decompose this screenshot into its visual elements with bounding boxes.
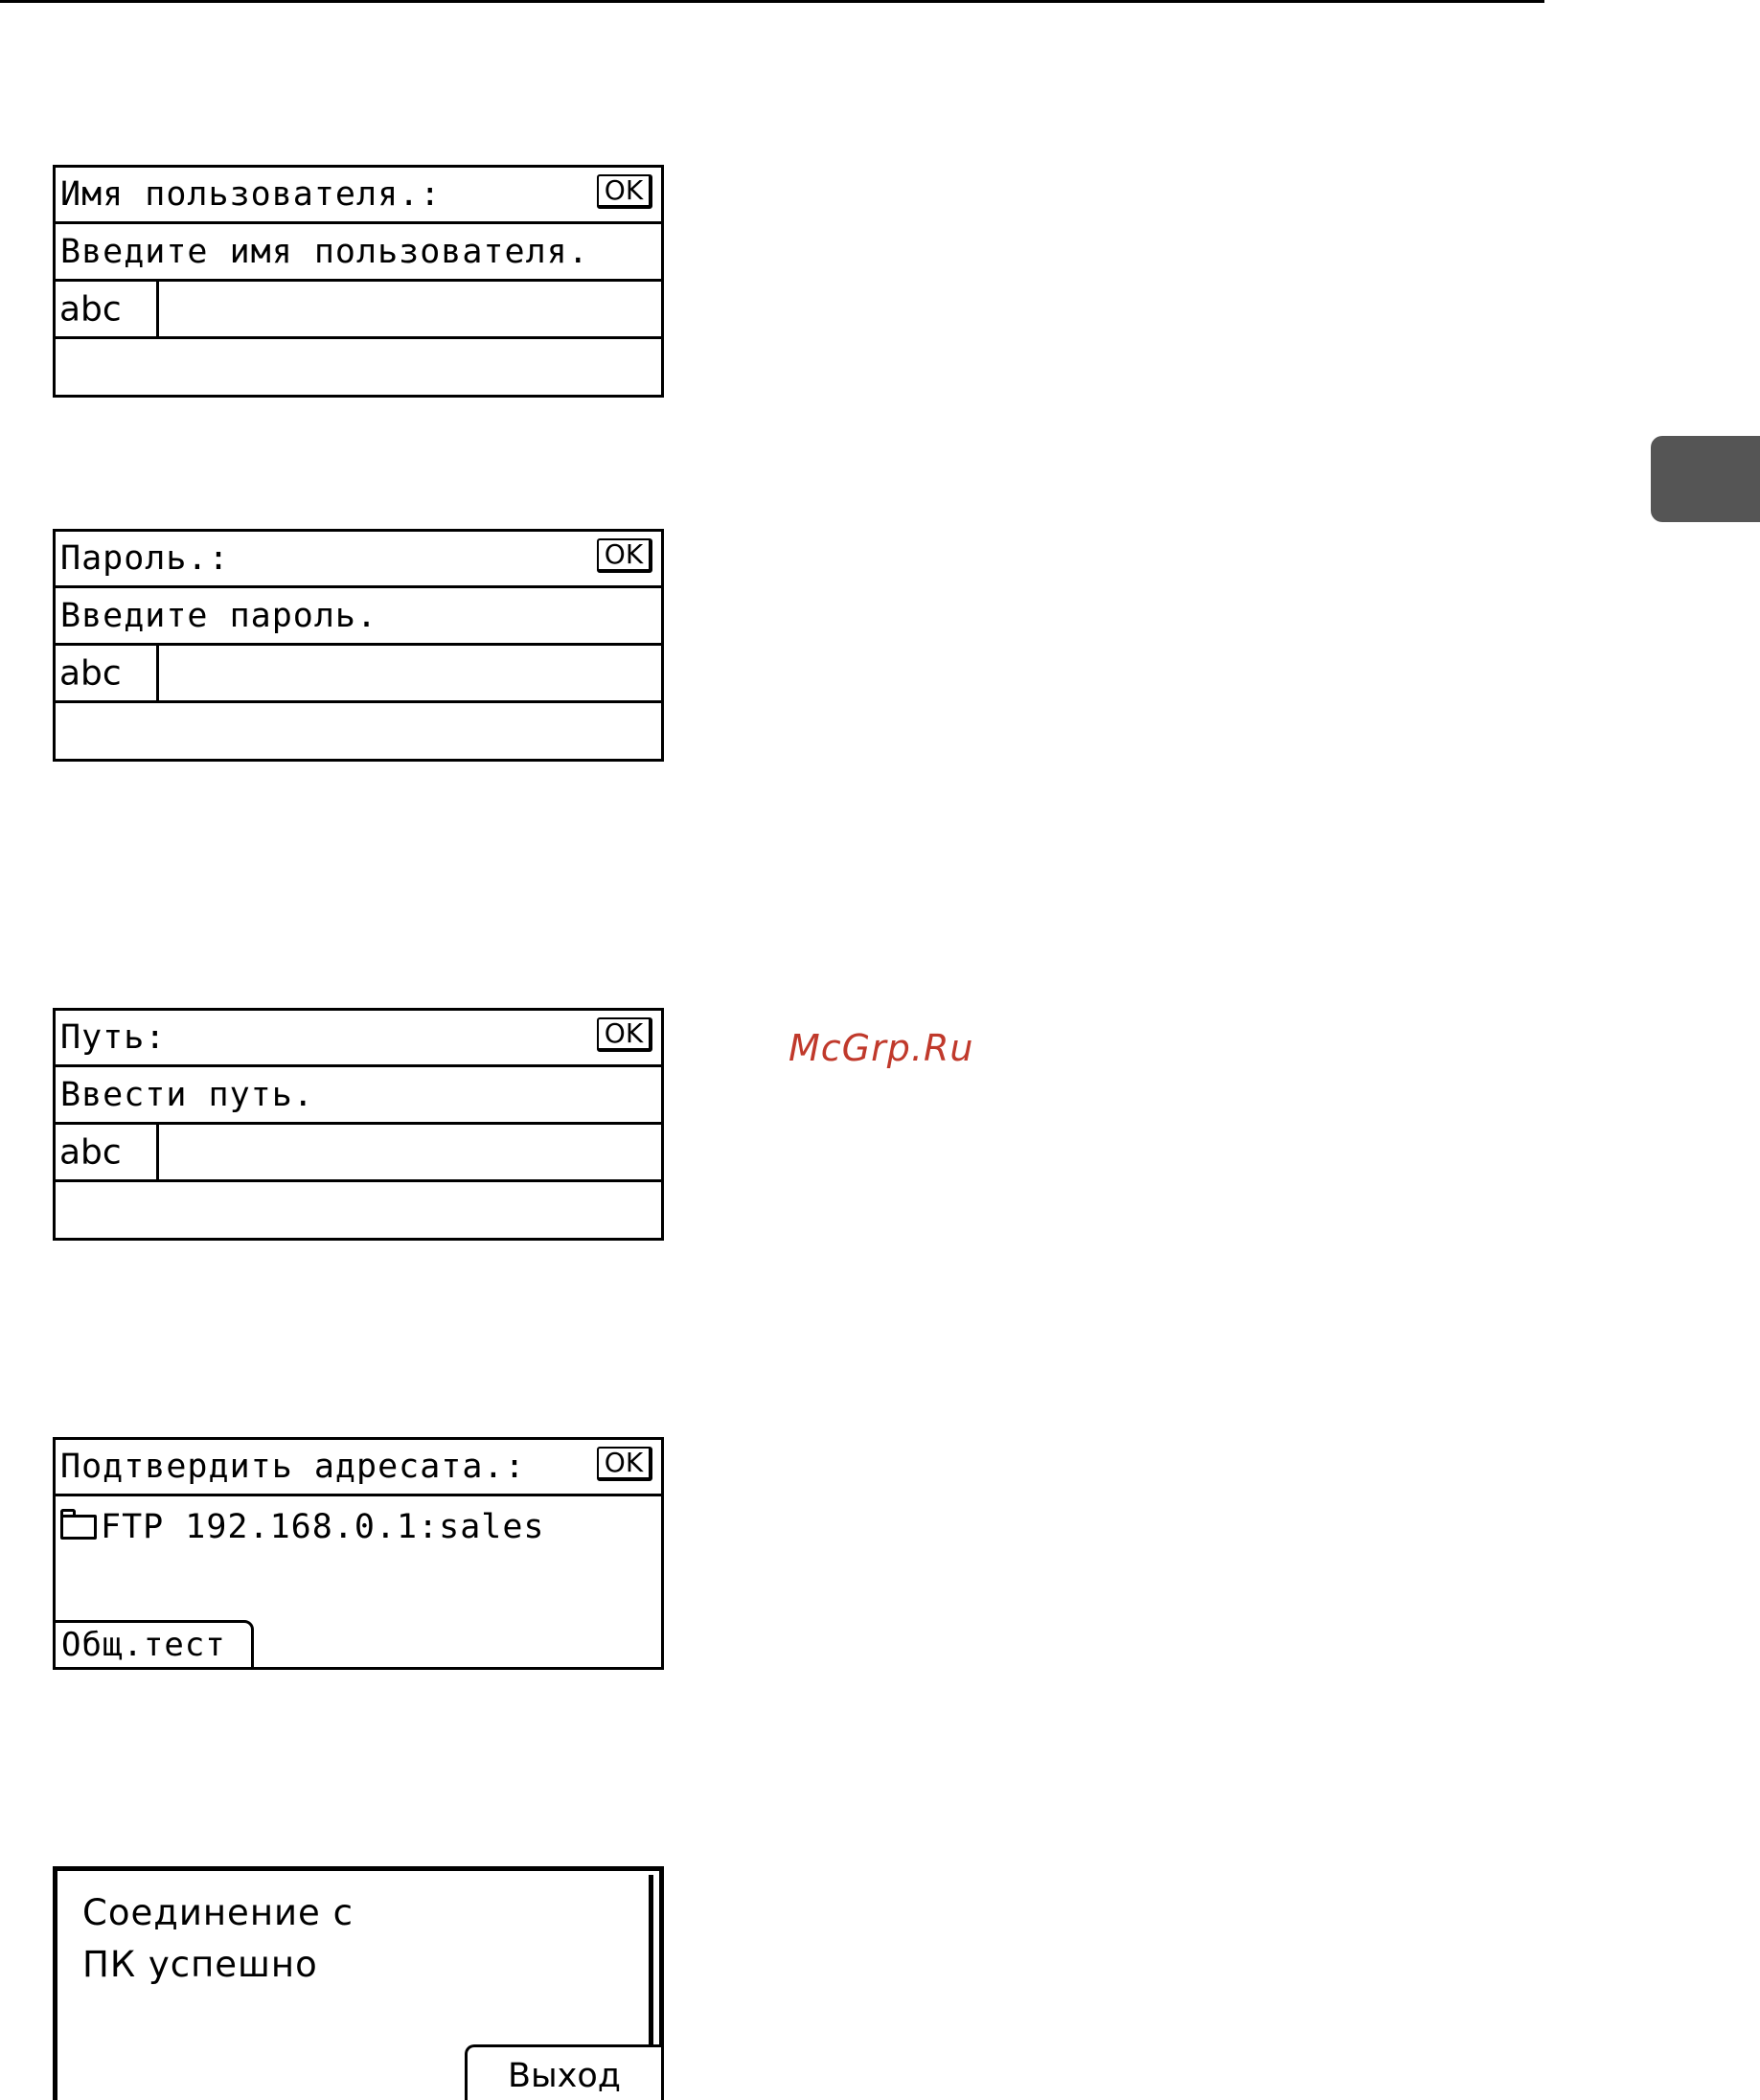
path-title: Путь: <box>60 1018 167 1057</box>
password-input[interactable] <box>159 646 661 700</box>
path-input-mode-label: abc <box>59 1132 122 1172</box>
username-input[interactable] <box>159 282 661 336</box>
username-prompt: Введите имя пользователя. <box>60 232 589 271</box>
path-input[interactable] <box>159 1125 661 1179</box>
result-message-line2: ПК успешно <box>82 1944 318 1985</box>
exit-button-label: Выход <box>508 2056 621 2095</box>
result-message-line1: Соединение с <box>82 1892 354 1933</box>
connection-test-label: Общ.тест <box>61 1626 226 1664</box>
password-ok-button[interactable]: OK <box>597 538 652 573</box>
password-title: Пароль.: <box>60 539 230 578</box>
username-screen <box>53 165 664 398</box>
destination-entry <box>60 1508 545 1546</box>
path-screen <box>53 1008 664 1241</box>
watermark: McGrp.Ru <box>789 1027 974 1069</box>
path-prompt-row <box>56 1067 661 1125</box>
confirm-body <box>56 1496 661 1667</box>
destination-text: FTP 192.168.0.1:sales <box>101 1508 545 1546</box>
password-title-bar <box>56 532 661 588</box>
confirm-destination-screen <box>53 1437 664 1670</box>
path-ok-button[interactable]: OK <box>597 1017 652 1052</box>
password-prompt-row <box>56 588 661 646</box>
password-screen <box>53 529 664 762</box>
path-input-row <box>56 1125 661 1182</box>
password-input-row <box>56 646 661 703</box>
username-prompt-row <box>56 224 661 282</box>
username-title: Имя пользователя.: <box>60 175 442 214</box>
username-input-mode[interactable] <box>56 282 159 336</box>
path-prompt: Ввести путь. <box>60 1075 314 1114</box>
exit-button[interactable] <box>465 2044 664 2100</box>
section-tab <box>1651 436 1760 522</box>
username-title-bar <box>56 168 661 224</box>
username-bottom-row <box>56 339 661 395</box>
path-input-mode[interactable] <box>56 1125 159 1179</box>
confirm-ok-button[interactable]: OK <box>597 1447 652 1481</box>
path-bottom-row <box>56 1182 661 1238</box>
username-ok-button[interactable]: OK <box>597 174 652 209</box>
username-input-mode-label: abc <box>59 289 122 329</box>
password-input-mode[interactable] <box>56 646 159 700</box>
password-bottom-row <box>56 703 661 759</box>
path-title-bar <box>56 1011 661 1067</box>
folder-icon <box>60 1515 97 1540</box>
password-input-mode-label: abc <box>59 653 122 693</box>
connection-test-button[interactable] <box>53 1620 254 1670</box>
connection-result-screen <box>53 1866 664 2100</box>
confirm-title-bar <box>56 1440 661 1496</box>
password-prompt: Введите пароль. <box>60 596 378 635</box>
page-top-rule <box>0 0 1544 3</box>
confirm-title: Подтвердить адресата.: <box>60 1448 526 1486</box>
username-input-row <box>56 282 661 339</box>
